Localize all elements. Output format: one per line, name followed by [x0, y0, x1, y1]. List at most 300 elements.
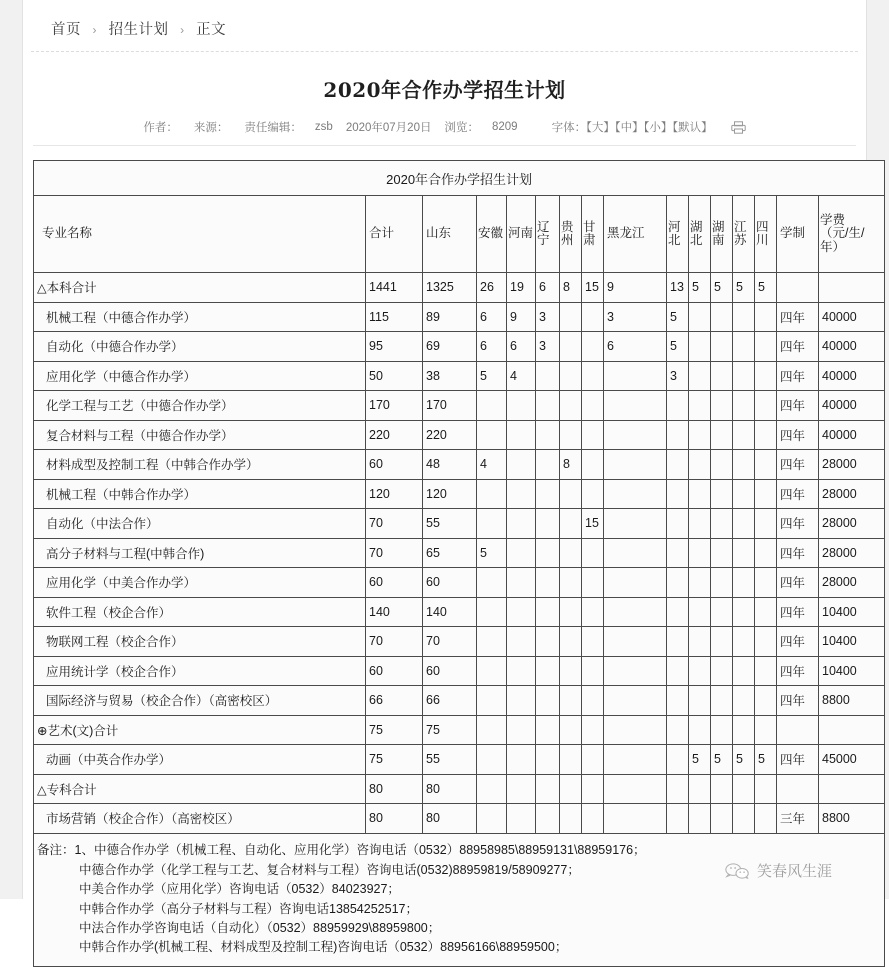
- cell-major-name: 材料成型及控制工程（中韩合作办学）: [34, 450, 366, 480]
- cell-hunan: [711, 538, 733, 568]
- cell-tuition: 40000: [819, 420, 885, 450]
- cell-anhui: [477, 656, 507, 686]
- cell-hubei: [689, 361, 711, 391]
- cell-heilongjiang: [604, 715, 667, 745]
- cell-hebei: 3: [667, 361, 689, 391]
- cell-major-name: 动画（中英合作办学）: [34, 745, 366, 775]
- cell-jiangsu: [733, 597, 755, 627]
- cell-anhui: 4: [477, 450, 507, 480]
- column-header-gansu: 甘肃: [582, 196, 604, 273]
- meta-views-value: 8209: [491, 121, 518, 133]
- cell-tuition: [819, 715, 885, 745]
- cell-jiangsu: [733, 715, 755, 745]
- cell-heilongjiang: [604, 538, 667, 568]
- cell-liaoning: [536, 391, 560, 421]
- cell-total: 66: [366, 686, 423, 716]
- cell-jiangsu: [733, 361, 755, 391]
- cell-jiangsu: [733, 450, 755, 480]
- cell-henan: 9: [507, 302, 536, 332]
- cell-shandong: 66: [423, 686, 477, 716]
- cell-heilongjiang: [604, 509, 667, 539]
- cell-heilongjiang: [604, 656, 667, 686]
- meta-views-label: 浏览：: [444, 122, 479, 134]
- cell-hubei: [689, 479, 711, 509]
- cell-hunan: [711, 627, 733, 657]
- note-line: 备注：1、中德合作办学（机械工程、自动化、应用化学）咨询电话（0532）88958985\88959131\88959176；: [37, 843, 646, 858]
- cell-gansu: [582, 361, 604, 391]
- cell-study-years: 四年: [777, 686, 819, 716]
- cell-study-years: 四年: [777, 568, 819, 598]
- cell-guizhou: [560, 745, 582, 775]
- cell-heilongjiang: [604, 774, 667, 804]
- cell-guizhou: [560, 420, 582, 450]
- cell-major-name: 市场营销（校企合作）（高密校区）: [34, 804, 366, 834]
- cell-guizhou: [560, 656, 582, 686]
- cell-sichuan: [755, 450, 777, 480]
- cell-total: 140: [366, 597, 423, 627]
- cell-shandong: 55: [423, 509, 477, 539]
- note-line: 中韩合作办学（高分子材料与工程）咨询电话13854252517；: [79, 901, 418, 916]
- page-title: 2020年合作办学招生计划: [323, 78, 566, 102]
- cell-sichuan: 5: [755, 273, 777, 303]
- meta-editor-label: 责任编辑：: [244, 122, 302, 134]
- table-row: [34, 391, 885, 421]
- breadcrumb-section[interactable]: 招生计划: [108, 22, 169, 38]
- cell-anhui: 6: [477, 332, 507, 362]
- cell-henan: [507, 774, 536, 804]
- cell-anhui: 6: [477, 302, 507, 332]
- table-row: [34, 538, 885, 568]
- cell-study-years: 三年: [777, 804, 819, 834]
- cell-liaoning: [536, 686, 560, 716]
- cell-sichuan: [755, 391, 777, 421]
- table-row: [34, 715, 885, 745]
- table-row: [34, 509, 885, 539]
- cell-tuition: 10400: [819, 656, 885, 686]
- cell-heilongjiang: [604, 450, 667, 480]
- cell-anhui: [477, 627, 507, 657]
- cell-shandong: 140: [423, 597, 477, 627]
- cell-liaoning: [536, 774, 560, 804]
- cell-anhui: [477, 804, 507, 834]
- cell-hunan: [711, 774, 733, 804]
- table-row: [34, 361, 885, 391]
- column-header-jiangsu: 江苏: [733, 196, 755, 273]
- page-content: [23, 0, 866, 955]
- cell-tuition: 10400: [819, 627, 885, 657]
- cell-anhui: [477, 774, 507, 804]
- cell-heilongjiang: [604, 479, 667, 509]
- column-header-shandong: 山东: [423, 196, 477, 273]
- cell-henan: [507, 686, 536, 716]
- cell-henan: 4: [507, 361, 536, 391]
- cell-hebei: [667, 627, 689, 657]
- cell-tuition: 28000: [819, 568, 885, 598]
- cell-hubei: [689, 538, 711, 568]
- cell-study-years: 四年: [777, 597, 819, 627]
- cell-anhui: [477, 597, 507, 627]
- cell-hubei: [689, 509, 711, 539]
- cell-shandong: 80: [423, 804, 477, 834]
- cell-hunan: 5: [711, 273, 733, 303]
- cell-liaoning: [536, 656, 560, 686]
- cell-total: 60: [366, 656, 423, 686]
- cell-total: 95: [366, 332, 423, 362]
- font-size-controls: [552, 119, 713, 135]
- cell-shandong: 60: [423, 656, 477, 686]
- cell-gansu: [582, 568, 604, 598]
- table-row: [34, 597, 885, 627]
- cell-guizhou: [560, 686, 582, 716]
- column-header-sichuan: 四川: [755, 196, 777, 273]
- page-rail-left: [0, 0, 23, 899]
- cell-hebei: [667, 479, 689, 509]
- cell-hubei: [689, 686, 711, 716]
- cell-henan: [507, 715, 536, 745]
- cell-anhui: [477, 568, 507, 598]
- cell-total: 120: [366, 479, 423, 509]
- table-row: [34, 656, 885, 686]
- cell-study-years: 四年: [777, 509, 819, 539]
- cell-guizhou: [560, 538, 582, 568]
- cell-total: 115: [366, 302, 423, 332]
- cell-gansu: [582, 420, 604, 450]
- plan-table-container: [33, 160, 865, 967]
- cell-guizhou: [560, 509, 582, 539]
- cell-gansu: [582, 302, 604, 332]
- cell-sichuan: [755, 774, 777, 804]
- cell-shandong: 70: [423, 627, 477, 657]
- cell-jiangsu: [733, 686, 755, 716]
- cell-hebei: 5: [667, 302, 689, 332]
- cell-sichuan: [755, 804, 777, 834]
- cell-major-name: ⊕艺术(文)合计: [34, 715, 366, 745]
- cell-hubei: [689, 332, 711, 362]
- cell-hebei: [667, 656, 689, 686]
- cell-anhui: [477, 509, 507, 539]
- cell-sichuan: [755, 538, 777, 568]
- breadcrumb-separator-2: ›: [180, 23, 185, 37]
- cell-henan: [507, 479, 536, 509]
- cell-major-name: 应用统计学（校企合作）: [34, 656, 366, 686]
- cell-sichuan: [755, 656, 777, 686]
- column-header-henan: 河南: [507, 196, 536, 273]
- cell-guizhou: [560, 361, 582, 391]
- font-size-small-button[interactable]: 【小】: [643, 122, 673, 134]
- cell-anhui: 5: [477, 361, 507, 391]
- cell-guizhou: [560, 479, 582, 509]
- cell-hunan: [711, 509, 733, 539]
- cell-study-years: 四年: [777, 627, 819, 657]
- cell-hunan: [711, 479, 733, 509]
- cell-liaoning: [536, 509, 560, 539]
- cell-tuition: 28000: [819, 479, 885, 509]
- table-row: [34, 332, 885, 362]
- table-row: [34, 420, 885, 450]
- cell-gansu: [582, 627, 604, 657]
- cell-hubei: [689, 302, 711, 332]
- cell-jiangsu: [733, 420, 755, 450]
- cell-major-name: 软件工程（校企合作）: [34, 597, 366, 627]
- cell-liaoning: [536, 597, 560, 627]
- cell-guizhou: [560, 627, 582, 657]
- cell-shandong: 120: [423, 479, 477, 509]
- cell-tuition: 28000: [819, 450, 885, 480]
- cell-guizhou: 8: [560, 450, 582, 480]
- cell-henan: [507, 745, 536, 775]
- cell-liaoning: [536, 420, 560, 450]
- cell-liaoning: 6: [536, 273, 560, 303]
- cell-total: 75: [366, 745, 423, 775]
- column-header-major-name: 专业名称: [34, 196, 366, 273]
- cell-major-name: △专科合计: [34, 774, 366, 804]
- cell-liaoning: [536, 538, 560, 568]
- breadcrumb-separator-1: ›: [92, 23, 98, 37]
- column-header-tuition: [819, 196, 885, 273]
- column-header-hubei: 湖北: [689, 196, 711, 273]
- cell-liaoning: [536, 745, 560, 775]
- cell-guizhou: [560, 568, 582, 598]
- cell-sichuan: [755, 479, 777, 509]
- cell-total: 1441: [366, 273, 423, 303]
- cell-study-years: 四年: [777, 745, 819, 775]
- cell-hunan: [711, 361, 733, 391]
- cell-jiangsu: [733, 302, 755, 332]
- column-header-hebei: 河北: [667, 196, 689, 273]
- cell-study-years: 四年: [777, 450, 819, 480]
- table-row: [34, 273, 885, 303]
- cell-henan: [507, 627, 536, 657]
- cell-hunan: 5: [711, 745, 733, 775]
- cell-heilongjiang: [604, 804, 667, 834]
- cell-major-name: 化学工程与工艺（中德合作办学）: [34, 391, 366, 421]
- cell-total: 60: [366, 568, 423, 598]
- table-notes: [34, 833, 885, 966]
- cell-hunan: [711, 568, 733, 598]
- cell-hunan: [711, 804, 733, 834]
- cell-heilongjiang: [604, 568, 667, 598]
- cell-anhui: [477, 420, 507, 450]
- cell-hubei: [689, 597, 711, 627]
- cell-hunan: [711, 420, 733, 450]
- tuition-header-line-1: 学费: [820, 213, 846, 228]
- table-body: [34, 273, 885, 834]
- cell-shandong: 80: [423, 774, 477, 804]
- article-meta-bar: [33, 119, 856, 146]
- cell-liaoning: [536, 715, 560, 745]
- cell-hubei: [689, 804, 711, 834]
- cell-jiangsu: [733, 509, 755, 539]
- cell-anhui: [477, 391, 507, 421]
- cell-hubei: [689, 420, 711, 450]
- cell-guizhou: [560, 391, 582, 421]
- cell-hunan: [711, 715, 733, 745]
- cell-hebei: [667, 420, 689, 450]
- table-row: [34, 745, 885, 775]
- cell-study-years: 四年: [777, 420, 819, 450]
- enrollment-plan-table: [33, 160, 885, 967]
- cell-study-years: 四年: [777, 302, 819, 332]
- cell-jiangsu: 5: [733, 745, 755, 775]
- cell-heilongjiang: [604, 597, 667, 627]
- cell-heilongjiang: [604, 745, 667, 775]
- cell-major-name: 机械工程（中韩合作办学）: [34, 479, 366, 509]
- cell-hubei: [689, 450, 711, 480]
- cell-tuition: 28000: [819, 509, 885, 539]
- cell-total: 50: [366, 361, 423, 391]
- cell-guizhou: [560, 804, 582, 834]
- cell-gansu: [582, 332, 604, 362]
- table-row: [34, 804, 885, 834]
- cell-tuition: 40000: [819, 332, 885, 362]
- cell-sichuan: [755, 597, 777, 627]
- cell-shandong: 69: [423, 332, 477, 362]
- cell-shandong: 220: [423, 420, 477, 450]
- font-size-default-button[interactable]: 【默认】: [672, 122, 713, 134]
- cell-guizhou: [560, 597, 582, 627]
- tuition-header-line-3: 年）: [820, 239, 846, 254]
- column-header-anhui: 安徽: [477, 196, 507, 273]
- meta-author-label: 作者：: [143, 122, 178, 134]
- cell-heilongjiang: [604, 627, 667, 657]
- cell-shandong: 1325: [423, 273, 477, 303]
- breadcrumb-home[interactable]: 首页: [51, 22, 81, 38]
- cell-hunan: [711, 391, 733, 421]
- cell-total: 75: [366, 715, 423, 745]
- column-header-liaoning: 辽宁: [536, 196, 560, 273]
- note-line: 中韩合作办学(机械工程、材料成型及控制工程)咨询电话（0532）88956166\88959500；: [79, 940, 568, 955]
- cell-hubei: [689, 774, 711, 804]
- watermark-text: 笑春风生涯: [756, 863, 832, 880]
- cell-major-name: 高分子材料与工程(中韩合作): [34, 538, 366, 568]
- cell-anhui: [477, 715, 507, 745]
- cell-study-years: 四年: [777, 479, 819, 509]
- cell-liaoning: [536, 361, 560, 391]
- cell-henan: [507, 420, 536, 450]
- cell-hubei: 5: [689, 273, 711, 303]
- cell-henan: [507, 538, 536, 568]
- cell-jiangsu: [733, 568, 755, 598]
- cell-hubei: [689, 656, 711, 686]
- cell-gansu: [582, 804, 604, 834]
- cell-guizhou: [560, 332, 582, 362]
- cell-hunan: [711, 686, 733, 716]
- cell-sichuan: [755, 509, 777, 539]
- meta-date: 2020年07月20日: [345, 122, 432, 134]
- cell-hubei: [689, 391, 711, 421]
- cell-gansu: [582, 391, 604, 421]
- watermark: [724, 860, 832, 881]
- cell-hunan: [711, 450, 733, 480]
- cell-study-years: 四年: [777, 538, 819, 568]
- cell-tuition: 28000: [819, 538, 885, 568]
- cell-jiangsu: [733, 479, 755, 509]
- cell-major-name: △本科合计: [34, 273, 366, 303]
- table-row: [34, 450, 885, 480]
- cell-total: 70: [366, 538, 423, 568]
- cell-anhui: [477, 686, 507, 716]
- cell-shandong: 60: [423, 568, 477, 598]
- cell-anhui: [477, 479, 507, 509]
- cell-jiangsu: [733, 804, 755, 834]
- cell-gansu: [582, 656, 604, 686]
- cell-hebei: [667, 391, 689, 421]
- meta-editor-value: zsb: [314, 121, 333, 133]
- cell-study-years: [777, 273, 819, 303]
- cell-study-years: [777, 774, 819, 804]
- cell-hebei: 5: [667, 332, 689, 362]
- cell-tuition: [819, 774, 885, 804]
- font-size-large-button[interactable]: 【大】: [586, 122, 615, 134]
- cell-sichuan: [755, 568, 777, 598]
- cell-jiangsu: 5: [733, 273, 755, 303]
- cell-gansu: [582, 715, 604, 745]
- cell-hebei: [667, 774, 689, 804]
- cell-jiangsu: [733, 774, 755, 804]
- cell-guizhou: [560, 774, 582, 804]
- cell-major-name: 国际经济与贸易（校企合作）（高密校区）: [34, 686, 366, 716]
- cell-major-name: 机械工程（中德合作办学）: [34, 302, 366, 332]
- cell-major-name: 复合材料与工程（中德合作办学）: [34, 420, 366, 450]
- cell-gansu: [582, 597, 604, 627]
- cell-gansu: [582, 686, 604, 716]
- cell-gansu: 15: [582, 273, 604, 303]
- cell-tuition: 40000: [819, 361, 885, 391]
- font-size-medium-button[interactable]: 【中】: [614, 122, 644, 134]
- cell-sichuan: 5: [755, 745, 777, 775]
- cell-total: 170: [366, 391, 423, 421]
- cell-jiangsu: [733, 538, 755, 568]
- cell-hebei: [667, 745, 689, 775]
- cell-total: 80: [366, 804, 423, 834]
- cell-gansu: [582, 774, 604, 804]
- cell-jiangsu: [733, 332, 755, 362]
- cell-study-years: 四年: [777, 656, 819, 686]
- cell-anhui: 26: [477, 273, 507, 303]
- cell-major-name: 物联网工程（校企合作）: [34, 627, 366, 657]
- cell-total: 80: [366, 774, 423, 804]
- cell-hebei: [667, 597, 689, 627]
- cell-heilongjiang: [604, 420, 667, 450]
- table-row: [34, 686, 885, 716]
- column-header-hunan: 湖南: [711, 196, 733, 273]
- cell-study-years: 四年: [777, 332, 819, 362]
- cell-hebei: [667, 715, 689, 745]
- cell-shandong: 48: [423, 450, 477, 480]
- cell-gansu: [582, 479, 604, 509]
- cell-shandong: 55: [423, 745, 477, 775]
- cell-heilongjiang: 3: [604, 302, 667, 332]
- cell-major-name: 应用化学（中德合作办学）: [34, 361, 366, 391]
- cell-henan: [507, 450, 536, 480]
- cell-hebei: [667, 686, 689, 716]
- cell-gansu: [582, 538, 604, 568]
- meta-source-label: 来源：: [193, 122, 229, 134]
- column-header-heilongjiang: 黑龙江: [604, 196, 667, 273]
- table-header-row: [34, 196, 885, 273]
- cell-liaoning: [536, 627, 560, 657]
- table-caption: 2020年合作办学招生计划: [34, 161, 885, 196]
- printer-icon[interactable]: [731, 121, 746, 134]
- cell-henan: 19: [507, 273, 536, 303]
- cell-sichuan: [755, 686, 777, 716]
- cell-henan: [507, 597, 536, 627]
- cell-liaoning: 3: [536, 302, 560, 332]
- cell-study-years: 四年: [777, 391, 819, 421]
- cell-liaoning: [536, 450, 560, 480]
- cell-liaoning: [536, 568, 560, 598]
- cell-heilongjiang: [604, 686, 667, 716]
